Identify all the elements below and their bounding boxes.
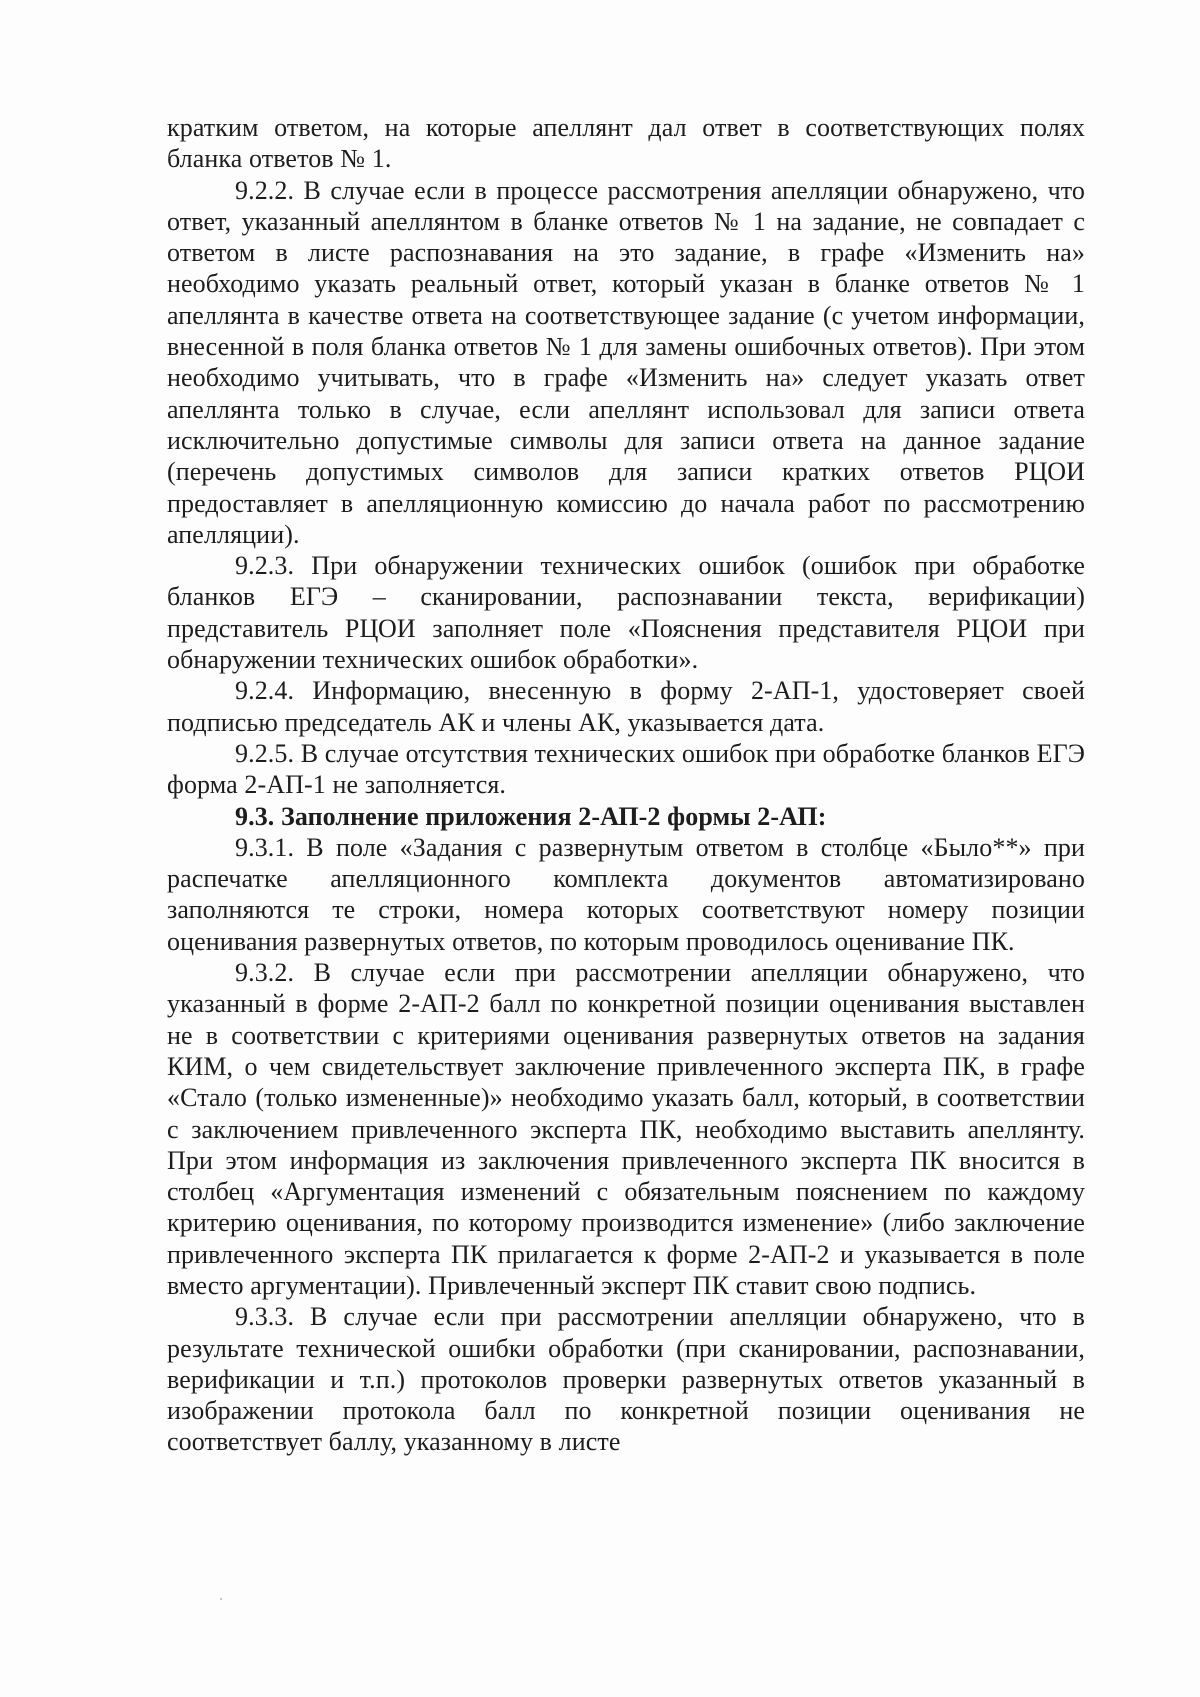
paragraph-9-3-1: 9.3.1. В поле «Задания с развернутым ответом в столбце «Было**» при распечатке апелляционного комплекта документов автоматизировано заполняются те строки, номера которых соответствуют номеру позиции оценивания развернутых ответов, по которым проводилось оценивание ПК. — [167, 832, 1085, 956]
paragraph-9-2-5: 9.2.5. В случае отсутствия технических ошибок при обработке бланков ЕГЭ форма 2-АП-1 не заполняется. — [167, 738, 1085, 800]
paragraph-9-2-4: 9.2.4. Информацию, внесенную в форму 2-АП-1, удостоверяет своей подписью председатель АК и члены АК, указывается дата. — [167, 676, 1085, 737]
scan-dust-mark — [220, 1598, 222, 1600]
document-body — [167, 112, 1085, 1458]
paragraph-9-3-3: 9.3.3. В случае если при рассмотрении апелляции обнаружено, что в результате технической ошибки обработки (при сканировании, распознавании, верификации и т.п.) протоколов проверки развернутых ответов указанный в изображении протокола балл по конкретной позиции оценивания не соответствует баллу, указанному в листе — [167, 1302, 1085, 1457]
section-heading-9-3: 9.3. Заполнение приложения 2-АП-2 формы 2-АП: — [235, 801, 827, 831]
paragraph-9-3-2: 9.3.2. В случае если при рассмотрении апелляции обнаружено, что указанный в форме 2-АП-2 балл по конкретной позиции оценивания выставлен не в соответствии с критериями оценивания развернутых ответов на задания КИМ, о чем свидетельствует заключение привлеченного эксперта ПК, в графе «Стало (только измененные)» необходимо указать балл, который, в соответствии с заключением привлеченного эксперта ПК, необходимо выставить апеллянту. При этом информация из заключения привлеченного эксперта ПК вносится в столбец «Аргументация изменений с обязательным пояснением по каждому критерию оценивания, по которому производится изменение» (либо заключение привлеченного эксперта ПК прилагается к форме 2-АП-2 и указывается в поле вместо аргументации). Привлеченный эксперт ПК ставит свою подпись. — [167, 958, 1085, 1300]
paragraph-continuation: кратким ответом, на которые апеллянт дал ответ в соответствующих полях бланка ответов № 1. — [167, 113, 1085, 174]
paragraph-9-2-2: 9.2.2. В случае если в процессе рассмотрения апелляции обнаружено, что ответ, указанный апеллянтом в бланке ответов № 1 на задание, не совпадает с ответом в листе распознавания на это задание, в графе «Изменить на» необходимо указать реальный ответ, который указан в бланке ответов № 1 апеллянта в качестве ответа на соответствующее задание (с учетом информации, внесенной в поля бланка ответов № 1 для замены ошибочных ответов). При этом необходимо учитывать, что в графе «Изменить на» следует указать ответ апеллянта только в случае, если апеллянт использовал для записи ответа исключительно допустимые символы для записи ответа на данное задание (перечень допустимых символов для записи кратких ответов РЦОИ предоставляет в апелляционную комиссию до начала работ по рассмотрению апелляции). — [167, 175, 1085, 549]
paragraph-9-2-3: 9.2.3. При обнаружении технических ошибок (ошибок при обработке бланков ЕГЭ – сканировании, распознавании текста, верификации) представитель РЦОИ заполняет поле «Пояснения представителя РЦОИ при обнаружении технических ошибок обработки». — [167, 551, 1085, 675]
